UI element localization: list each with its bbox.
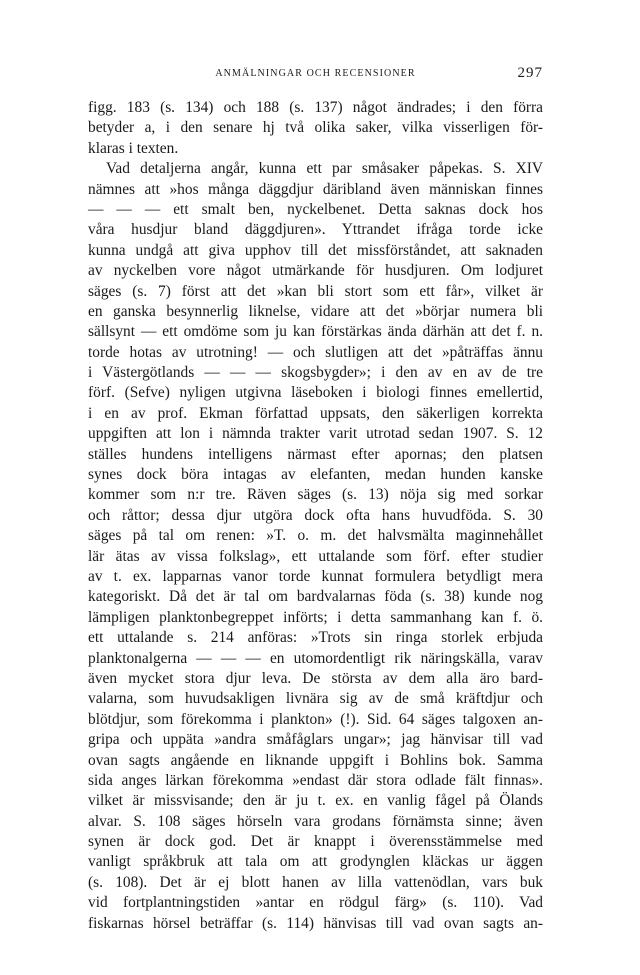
text-line: vid fortplantningstiden »antar en rödgul färg» (s. 110). Vad (88, 894, 543, 912)
text-line: sida anges lärkan förekomma »endast där stora odlade fält finnas». (88, 771, 543, 789)
body-text (88, 98, 543, 934)
text-line: synen är dock god. Det är knappt i överensstämmelse med (88, 833, 543, 851)
page-number: 297 (517, 65, 543, 81)
text-line: ett uttalande s. 214 anföras: »Trots sin ringa storlek erbjuda (88, 629, 543, 647)
text-line: lär ätas av vissa folkslag», ett uttalande som förf. efter studier (88, 547, 543, 565)
text-line: klaras i texten. (88, 139, 179, 157)
text-line: Vad detaljerna angår, kunna ett par småsaker påpekas. S. XIV (106, 160, 543, 178)
text-line: fiskarnas hörsel beträffar (s. 114) hänvisas till vad ovan sagts an- (88, 914, 543, 932)
text-line: betyder a, i den senare hj två olika saker, vilka visserligen för- (88, 119, 543, 137)
text-line: av t. ex. lapparnas vanor torde kunnat formulera betydligt mera (88, 567, 543, 585)
text-line: alvar. S. 108 säges hörseln vara grodans förnämsta sinne; även (88, 812, 543, 830)
text-line: (s. 108). Det är ej blott hanen av lilla vattenödlan, vars buk (88, 873, 543, 891)
text-line: torde hotas av utrotning! — och slutligen att det »påträffas ännu (88, 343, 543, 361)
text-line: — — — ett smalt ben, nyckelbenet. Detta saknas dock hos (88, 200, 543, 218)
header-title: ANMÄLNINGAR OCH RECENSIONER (215, 68, 416, 79)
text-line: ställes hundens intelligens närmast efter apornas; den platsen (88, 445, 543, 463)
text-line: säges (s. 7) först att det »kan bli stort som ett får», vilket är (88, 282, 543, 300)
text-line: vanligt språkbruk att tala om att grodynglen kläckas ur äggen (88, 853, 543, 871)
text-line: kunna undgå att giva upphov till det missförståndet, att saknaden (88, 241, 543, 259)
text-line: figg. 183 (s. 134) och 188 (s. 137) något ändrades; i den förra (88, 99, 543, 116)
text-line: ovan sagts angående en liknande uppgift i Bohlins bok. Samma (88, 751, 543, 769)
text-line: nämnes att »hos många däggdjur däribland även människan finnes (88, 180, 543, 198)
text-line: i en av prof. Ekman författad uppsats, den säkerligen korrekta (88, 404, 543, 422)
text-line: lämpligen planktonbegreppet införts; i detta sammanhang kan f. ö. (88, 608, 543, 626)
text-line: i Västergötlands — — — skogsbygder»; i den av en av de tre (88, 364, 543, 382)
text-line: av nyckelben vore något utmärkande för husdjuren. Om lodjuret (88, 262, 543, 280)
text-line: förf. (Sefve) nyligen utgivna läseboken i biologi finnes emellertid, (88, 384, 543, 402)
text-line: vilket är missvisande; den är ju t. ex. en vanlig fågel på Ölands (88, 792, 543, 810)
text-line: kommer som n:r tre. Räven säges (s. 13) nöja sig med sorkar (88, 486, 543, 504)
text-line: uppgiften att lon i nämnda trakter varit utrotad sedan 1907. S. 12 (88, 425, 543, 443)
text-line: blötdjur, som förekomma i plankton» (!). Sid. 64 säges talgoxen an- (88, 710, 543, 728)
text-line: valarna, som huvudsakligen livnära sig av de små kräftdjur och (88, 690, 543, 708)
text-line: planktonalgerna — — — en utomordentligt rik näringskälla, varav (88, 649, 543, 667)
text-line: kategoriskt. Då det är tal om bardvalarnas föda (s. 38) kunde nog (88, 588, 543, 606)
text-line: och råttor; dessa djur utgöra dock ofta hans huvudföda. S. 30 (88, 506, 543, 524)
text-line: sällsynt — ett omdöme som ju kan förstärkas ända därhän att det f. n. (88, 323, 543, 341)
text-line: en ganska besynnerlig liknelse, vidare att det »börjar numera bli (88, 302, 543, 320)
text-line: även mycket stora djur leva. De största av dem alla äro bard- (88, 669, 543, 687)
text-line: våra husdjur bland däggdjuren». Yttrandet ifråga torde icke (88, 221, 543, 239)
text-line: synes dock böra intagas av elefanten, medan hunden kanske (88, 466, 543, 484)
text-line: säges på tal om renen: »T. o. m. det halvsmälta maginnehållet (88, 527, 543, 545)
text-line: gripa och uppäta »andra småfåglars ungar»; jag hänvisar till vad (88, 731, 543, 749)
